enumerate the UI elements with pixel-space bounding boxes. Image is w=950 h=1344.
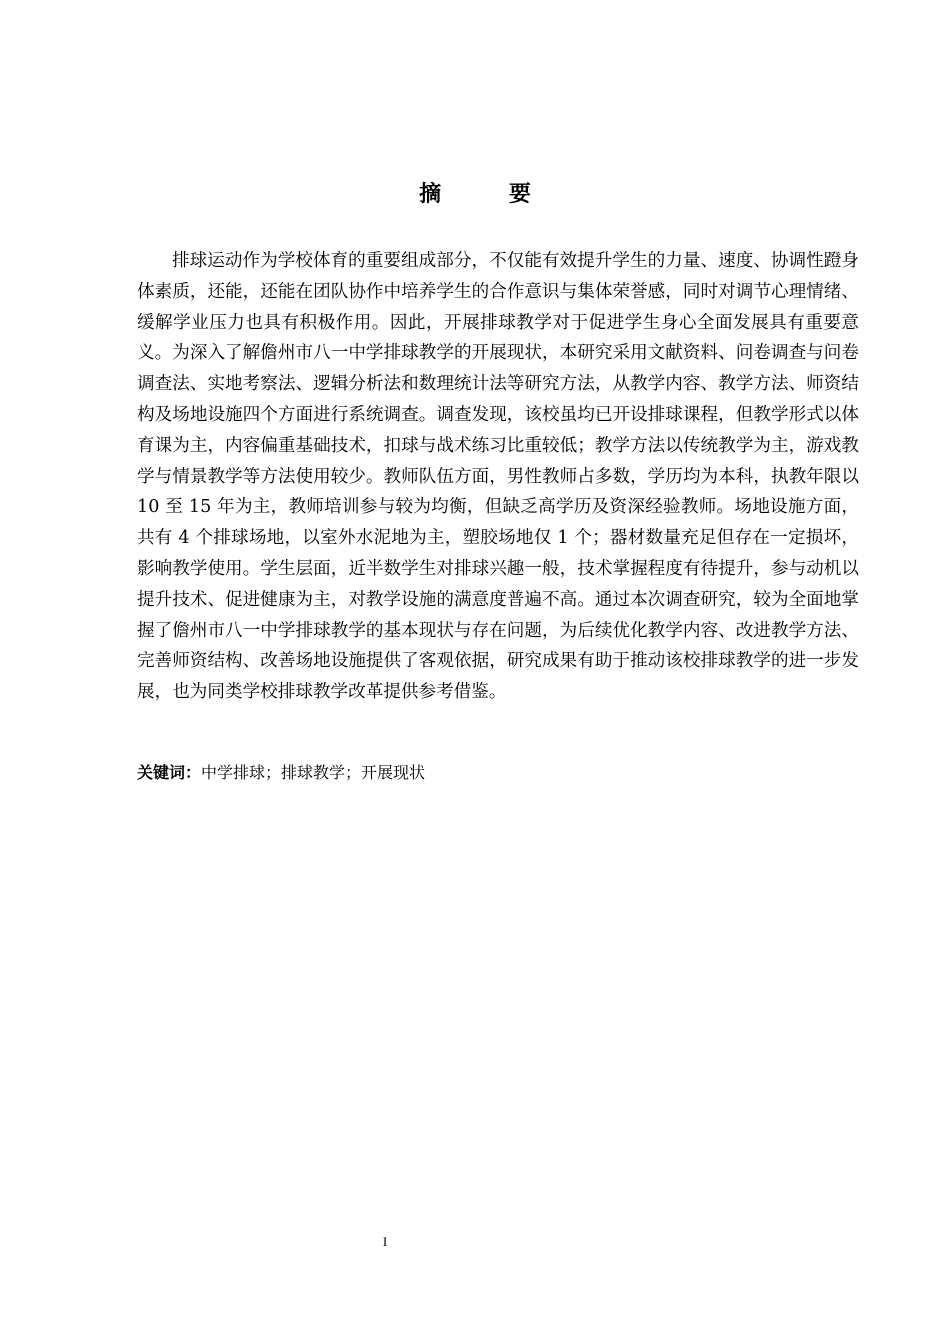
keywords-line [137, 761, 859, 785]
abstract-title: 摘 要 [419, 182, 561, 207]
keywords-label: 关键词： [137, 763, 202, 782]
keywords-text: 中学排球；排球教学；开展现状 [201, 763, 426, 782]
abstract-paragraph: 排球运动作为学校体育的重要组成部分，不仅能有效提升学生的力量、速度、协调性蹬身体素质，还能，还能在团队协作中培养学生的合作意识与集体荣誉感，同时对调节心理情绪、缓解学业压力也具有积极作用。因此，开展排球教学对于促进学生身心全面发展具有重要意义。为深入了解儋州市八一中学排球教学的开展现状，本研究采用文献资料、问卷调查与问卷调查法、实地考察法、逻辑分析法和数理统计法等研究方法，从教学内容、教学方法、师资结构及场地设施四个方面进行系统调查。调查发现，该校虽均已开设排球课程，但教学形式以体育课为主，内容偏重基础技术，扣球与战术练习比重较低；教学方法以传统教学为主，游戏教学与情景教学等方法使用较少。教师队伍方面，男性教师占多数，学历均为本科，执教年限以 10 至 15 年为主，教师培训参与较为均衡，但缺乏高学历及资深经验教师。场地设施方面，共有 4 个排球场地，以室外水泥地为主，塑胶场地仅 1 个；器材数量充足但存在一定损坏，影响教学使用。学生层面，近半数学生对排球兴趣一般，技术掌握程度有待提升，参与动机以提升技术、促进健康为主，对教学设施的满意度普遍不高。通过本次调查研究，较为全面地掌握了儋州市八一中学排球教学的基本现状与存在问题，为后续优化教学内容、改进教学方法、完善师资结构、改善场地设施提供了客观依据，研究成果有助于推动该校排球教学的进一步发展，也为同类学校排球教学改革提供参考借鉴。 [137, 251, 859, 703]
page-number: I [382, 1234, 388, 1249]
